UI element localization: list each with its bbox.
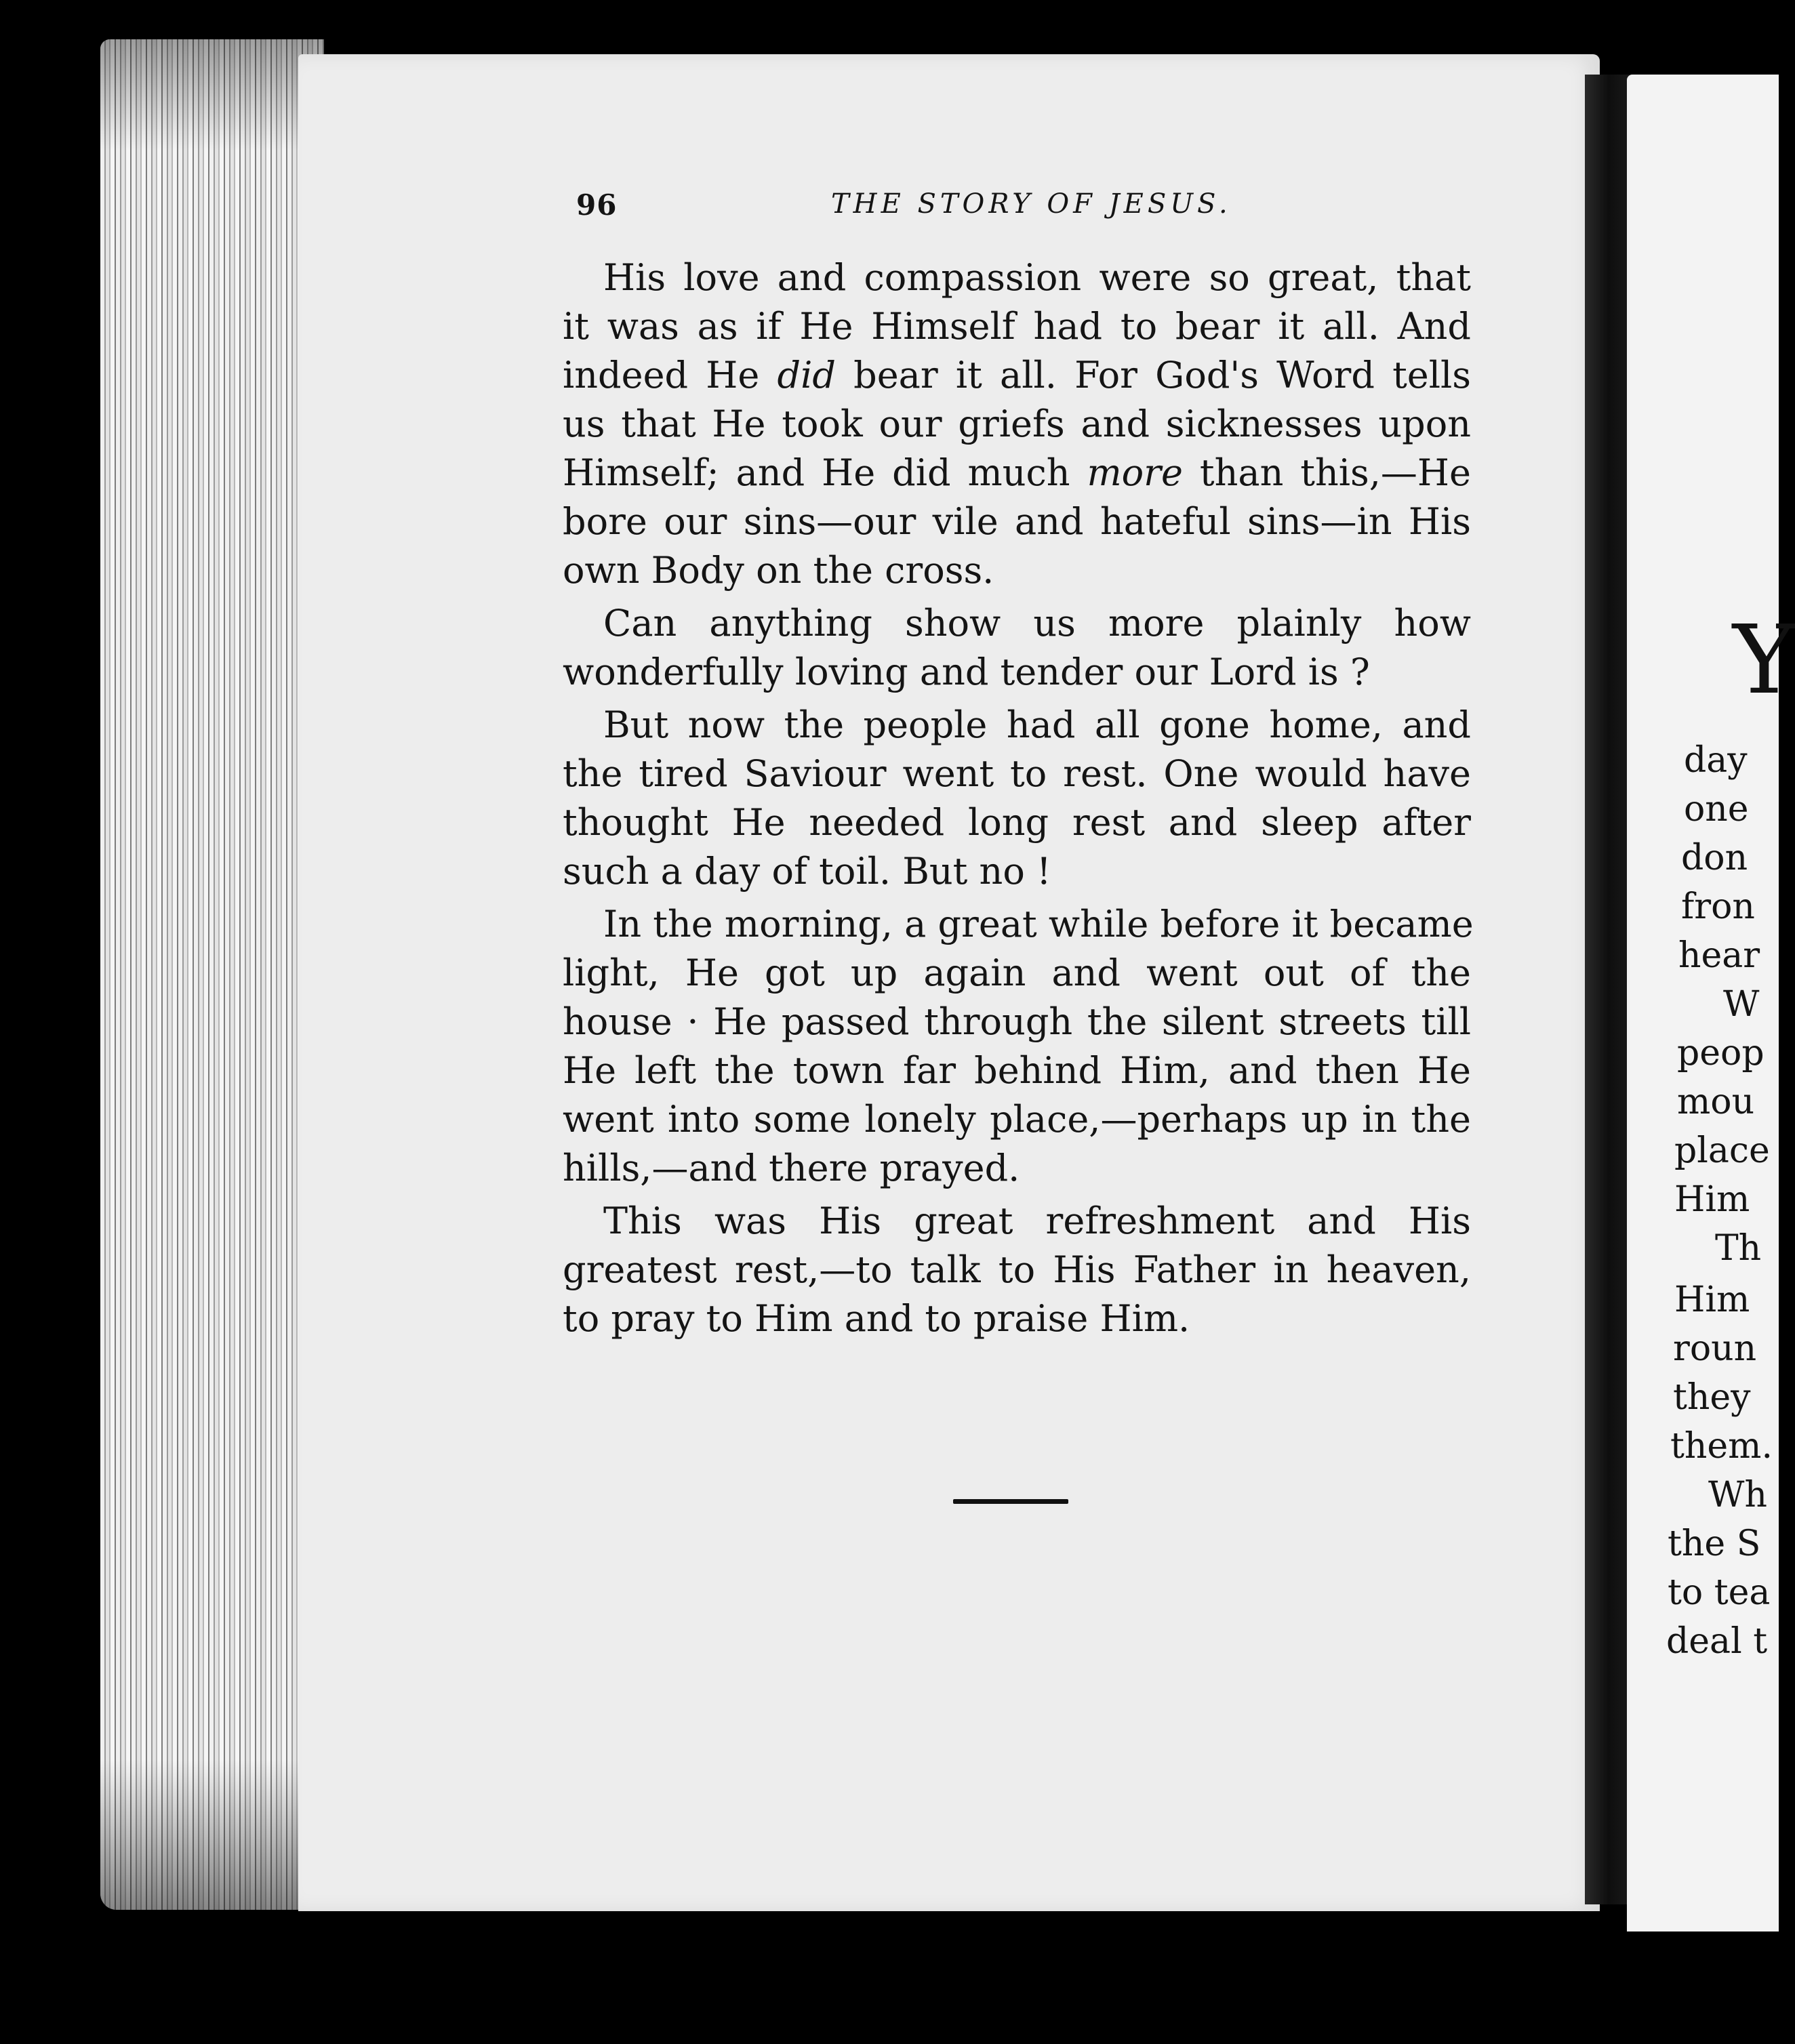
facing-page-fragment: W <box>1723 984 1760 1025</box>
paragraph <box>563 599 1471 697</box>
facing-page-fragment: Him <box>1674 1179 1750 1220</box>
facing-page-fragment: them. <box>1670 1426 1773 1467</box>
text-line: In the morning, a great while before it became <box>603 903 1474 945</box>
facing-page-fragment: Wh <box>1708 1475 1767 1515</box>
facing-page-fragment: Th <box>1715 1228 1762 1269</box>
facing-page-fragment: hear <box>1678 935 1760 976</box>
running-head <box>576 188 1475 229</box>
facing-page-fragment: deal t <box>1666 1621 1768 1662</box>
facing-page-fragment: to tea <box>1668 1572 1771 1613</box>
facing-page-fragment: don <box>1681 838 1748 878</box>
paragraph <box>563 701 1471 896</box>
facing-page-fragment: roun <box>1673 1328 1757 1369</box>
text-line: thought He needed long rest and sleep after <box>563 801 1471 844</box>
italic-emphasis: did <box>777 354 836 396</box>
text-line: indeed He did bear it all. For God's Word tells <box>563 354 1471 396</box>
paragraph <box>563 900 1474 1193</box>
text-line: own Body on the cross. <box>563 549 994 592</box>
text-line: us that He took our griefs and sicknesses upon <box>563 403 1471 445</box>
page-edges <box>100 39 324 1910</box>
facing-page-fragment: fron <box>1681 886 1755 927</box>
text-line: wonderfully loving and tender our Lord is ? <box>563 651 1370 693</box>
facing-page-fragment: mou <box>1677 1082 1755 1122</box>
paragraph <box>563 1197 1471 1343</box>
section-end-rule <box>953 1499 1068 1504</box>
text-line: But now the people had all gone home, and <box>603 703 1471 746</box>
binding-gutter <box>1585 75 1632 1904</box>
facing-page-fragment: place <box>1674 1130 1770 1171</box>
facing-page-fragment: peop <box>1677 1033 1764 1074</box>
facing-page-fragment: day <box>1684 740 1748 781</box>
text-line: such a day of toil. But no ! <box>563 850 1051 893</box>
text-line: Himself; and He did much more than this,—He <box>563 451 1471 494</box>
facing-page-fragment: they <box>1673 1377 1751 1418</box>
page-number: 96 <box>576 188 618 222</box>
text-line: the tired Saviour went to rest. One would have <box>563 752 1471 795</box>
text-line: hills,—and there prayed. <box>563 1147 1020 1189</box>
text-line: light, He got up again and went out of the <box>563 952 1471 994</box>
text-line: He left the town far behind Him, and then He <box>563 1049 1471 1092</box>
text-line: went into some lonely place,—perhaps up in the <box>563 1098 1471 1141</box>
drop-cap: Y <box>1733 605 1795 716</box>
text-line: to pray to Him and to praise Him. <box>563 1297 1190 1340</box>
text-line: greatest rest,—to talk to His Father in heaven, <box>563 1248 1471 1291</box>
text-line: His love and compassion were so great, that <box>603 256 1471 299</box>
facing-page-fragment: one <box>1684 789 1749 830</box>
running-title: THE STORY OF JESUS. <box>831 188 1232 220</box>
paragraph <box>563 253 1471 595</box>
italic-emphasis: more <box>1087 451 1183 494</box>
facing-page-fragment: the S <box>1668 1524 1761 1564</box>
body-text <box>563 253 1474 1347</box>
facing-page-text <box>1666 0 1795 2044</box>
text-line: bore our sins—our vile and hateful sins—in His <box>563 500 1471 543</box>
text-line: Can anything show us more plainly how <box>603 602 1471 645</box>
facing-page-fragment: Him <box>1674 1280 1750 1320</box>
text-line: house · He passed through the silent streets till <box>563 1000 1471 1043</box>
text-line: it was as if He Himself had to bear it all. And <box>563 305 1471 348</box>
text-line: This was His great refreshment and His <box>603 1200 1471 1242</box>
